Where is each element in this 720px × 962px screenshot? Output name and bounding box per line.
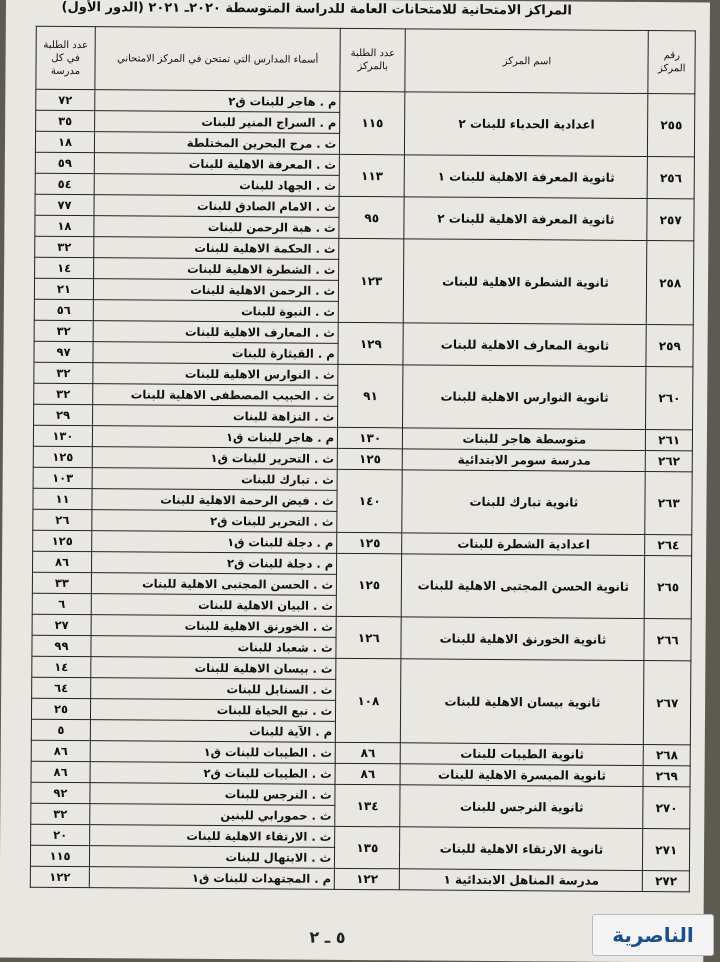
- school-count: ١٨: [35, 131, 94, 152]
- center-number: ٢٦٦: [644, 619, 691, 661]
- school-count: ٢٧: [32, 614, 91, 635]
- school-count: ٦٤: [32, 677, 91, 698]
- center-number: ٢٥٩: [646, 325, 693, 367]
- center-number: ٢٥٥: [648, 94, 695, 157]
- center-name: اعدادية الشطرة للبنات: [402, 533, 645, 556]
- center-number: ٢٦٢: [646, 451, 693, 472]
- center-total: ٩١: [338, 364, 404, 427]
- center-number: ٢٦٣: [645, 472, 692, 535]
- school-name: م . المجتهدات للبنات ق١: [89, 867, 334, 890]
- center-number: ٢٦١: [646, 430, 693, 451]
- watermark-logo: [592, 914, 714, 956]
- school-name: ث . الطيبات للبنات ق١: [90, 741, 335, 764]
- school-count: ١٠٣: [33, 467, 92, 488]
- center-number: ٢٥٧: [647, 199, 694, 241]
- school-name: ث . الخورنق الاهلية للبنات: [91, 615, 336, 638]
- school-count: ٨٦: [31, 740, 90, 761]
- school-name: ث . النوارس الاهلية للبنات: [93, 363, 338, 386]
- school-name: م . هاجر للبنات ق١: [92, 426, 337, 449]
- school-count: ٣٥: [36, 110, 95, 131]
- center-total: ١٠٨: [335, 658, 401, 742]
- center-name: ثانوية الارتقاء الاهلية للبنات: [400, 827, 643, 871]
- center-total: ١٣٥: [335, 826, 400, 868]
- school-name: ث . التحرير للبنات ق١: [92, 447, 337, 470]
- school-name: ث . مرج البحرين المختلطة: [94, 132, 339, 155]
- center-name: ثانوية المعرفة الاهلية للبنات ١: [404, 155, 647, 199]
- school-count: ٣٣: [32, 572, 91, 593]
- header-school-count: عدد الطلبة في كل مدرسة: [36, 26, 95, 89]
- school-name: ث . المعارف الاهلية للبنات: [93, 321, 338, 344]
- header-center-name: اسم المركز: [405, 29, 649, 94]
- center-number: ٢٦٩: [643, 766, 690, 787]
- school-name: ث . الحسن المجتبى الاهلية للبنات: [91, 573, 336, 596]
- school-count: ٨٦: [31, 761, 90, 782]
- school-count: ١٢٢: [30, 866, 89, 887]
- school-count: ٦: [32, 593, 91, 614]
- school-name: ث . الجهاد للبنات: [94, 174, 339, 197]
- school-count: ١٨: [35, 215, 94, 236]
- school-name: ث . الامام الصادق للبنات: [94, 195, 339, 218]
- center-number: ٢٥٦: [648, 157, 695, 199]
- school-count: ٢١: [34, 278, 93, 299]
- center-name: ثانوية الميسرة الاهلية للبنات: [400, 764, 643, 787]
- center-name: ثانوية المعارف الاهلية للبنات: [403, 323, 646, 367]
- center-name: مدرسة المناهل الابتدائية ١: [400, 869, 643, 892]
- header-center-total: عدد الطلبة بالمركز: [340, 28, 406, 91]
- center-name: ثانوية الشطرة الاهلية للبنات: [404, 239, 648, 325]
- school-count: ١١٥: [30, 845, 89, 866]
- school-count: ٣٢: [34, 383, 93, 404]
- center-number: ٢٦٨: [644, 745, 691, 766]
- school-count: ٨٦: [32, 551, 91, 572]
- center-total: ٨٦: [335, 742, 400, 763]
- school-name: م . القيثارة للبنات: [93, 342, 338, 365]
- table-row: [30, 866, 689, 892]
- school-name: م . السراج المنير للبنات: [95, 111, 340, 134]
- school-count: ٩٢: [31, 782, 90, 803]
- center-total: ٩٥: [339, 196, 404, 238]
- school-count: ٢٠: [31, 824, 90, 845]
- center-number: ٢٦٤: [645, 535, 692, 556]
- center-name: ثانوية النوارس الاهلية للبنات: [403, 365, 647, 430]
- school-name: ث . الشطرة الاهلية للبنات: [94, 258, 339, 281]
- school-count: ٩٩: [32, 635, 91, 656]
- center-name: ثانوية النرجس للبنات: [400, 785, 643, 829]
- school-name: ث . حمورابي للبنين: [90, 804, 335, 827]
- logo-text: الناصرية: [612, 923, 694, 947]
- center-name: ثانوية تبارك للبنات: [402, 470, 646, 535]
- school-name: ث . النبوة للبنات: [93, 300, 338, 323]
- school-name: ث . المعرفة الاهلية للبنات: [94, 153, 339, 176]
- school-count: ٥٤: [35, 173, 94, 194]
- school-name: ث . تبارك للبنات: [92, 468, 337, 491]
- center-name: ثانوية الطيبات للبنات: [401, 743, 644, 766]
- page-number: ٥ ـ ٢: [309, 927, 346, 947]
- center-total: ١٤٠: [337, 469, 403, 532]
- school-count: ١٣٠: [33, 425, 92, 446]
- school-name: ث . بيسان الاهلية للبنات: [91, 657, 336, 680]
- school-name: ث . شعباد للبنات: [91, 636, 336, 659]
- header-center-number: رقم المركز: [648, 31, 695, 94]
- center-number: ٢٥٨: [647, 241, 694, 325]
- center-number: ٢٦٠: [646, 367, 693, 430]
- school-count: ٥٩: [35, 152, 94, 173]
- center-number: ٢٧١: [643, 829, 690, 871]
- school-count: ١٢٥: [33, 530, 92, 551]
- center-number: ٢٧٢: [643, 871, 690, 892]
- center-total: ١٢٩: [338, 322, 403, 364]
- school-name: م . دجلة للبنات ق١: [92, 531, 337, 554]
- table-header-row: [36, 26, 695, 94]
- center-total: ١٣٤: [335, 784, 400, 826]
- school-count: ١١: [33, 488, 92, 509]
- school-name: ث . الابتهال للبنات: [89, 846, 334, 869]
- school-count: ٢٦: [33, 509, 92, 530]
- center-name: ثانوية بيسان الاهلية للبنات: [401, 659, 645, 745]
- center-name: مدرسة سومر الابتدائية: [403, 449, 646, 472]
- center-total: ١٢٥: [337, 448, 402, 469]
- school-name: ث . الطيبات للبنات ق٢: [90, 762, 335, 785]
- document-title: المراكز الامتحانية للامتحانات العامة للدراسة المتوسطة ٢٠٢٠ـ ٢٠٢١ (الدور الأول): [61, 0, 572, 19]
- center-number: ٢٦٧: [644, 661, 691, 745]
- school-count: ١٤: [35, 257, 94, 278]
- center-name: ثانوية المعرفة الاهلية للبنات ٢: [404, 197, 647, 241]
- school-name: ث . البيان الاهلية للبنات: [91, 594, 336, 617]
- school-count: ٣٢: [34, 362, 93, 383]
- school-count: ٣٢: [34, 320, 93, 341]
- school-count: ٥٦: [34, 299, 93, 320]
- center-total: ١٢٣: [338, 238, 404, 322]
- school-count: ١٤: [32, 656, 91, 677]
- center-total: ١٣٠: [338, 427, 403, 448]
- center-total: ١١٣: [339, 154, 404, 196]
- school-count: ٢٩: [34, 404, 93, 425]
- school-count: ٩٧: [34, 341, 93, 362]
- school-name: م . هاجر للبنات ق٢: [95, 90, 340, 113]
- school-name: م . الآية للبنات: [90, 720, 335, 743]
- school-name: ث . النرجس للبنات: [90, 783, 335, 806]
- school-count: ٢٥: [31, 698, 90, 719]
- school-count: ٣٢: [35, 236, 94, 257]
- center-total: ١٢٢: [334, 868, 399, 889]
- school-name: ث . الرحمن الاهلية للبنات: [93, 279, 338, 302]
- table-body: [30, 89, 695, 892]
- center-name: اعدادية الحدباء للبنات ٢: [405, 92, 649, 157]
- school-count: ٧٢: [36, 89, 95, 110]
- school-name: ث . نبع الحياة للبنات: [90, 699, 335, 722]
- school-name: ث . الحبيب المصطفى الاهلية للبنات: [93, 384, 338, 407]
- exam-centers-table: [30, 26, 696, 893]
- center-name: ثانوية الحسن المجتبى الاهلية للبنات: [402, 554, 646, 619]
- center-number: ٢٦٥: [645, 556, 692, 619]
- school-name: ث . هبة الرحمن للبنات: [94, 216, 339, 239]
- school-count: ٣٢: [31, 803, 90, 824]
- school-name: ث . السنابل للبنات: [91, 678, 336, 701]
- center-name: ثانوية الخورنق الاهلية للبنات: [401, 617, 644, 661]
- school-count: ٥: [31, 719, 90, 740]
- school-name: ث . التحرير للبنات ق٢: [92, 510, 337, 533]
- school-name: ث . الارتقاء الاهلية للبنات: [90, 825, 335, 848]
- school-count: ٧٧: [35, 194, 94, 215]
- center-name: متوسطة هاجر للبنات: [403, 428, 646, 451]
- header-schools: أسماء المدارس التي تمتحن في المركز الامتحاني: [95, 27, 341, 92]
- school-name: م . دجلة للبنات ق٢: [91, 552, 336, 575]
- school-name: ث . النزاهة للبنات: [93, 405, 338, 428]
- school-name: ث . فيض الرحمة الاهلية للبنات: [92, 489, 337, 512]
- center-total: ١٢٥: [336, 553, 402, 616]
- center-number: ٢٧٠: [643, 787, 690, 829]
- school-count: ١٢٥: [33, 446, 92, 467]
- center-total: ١٢٥: [337, 532, 402, 553]
- center-total: ١٢٦: [336, 616, 401, 658]
- center-total: ١١٥: [340, 91, 406, 154]
- school-name: ث . الحكمة الاهلية للبنات: [94, 237, 339, 260]
- center-total: ٨٦: [335, 763, 400, 784]
